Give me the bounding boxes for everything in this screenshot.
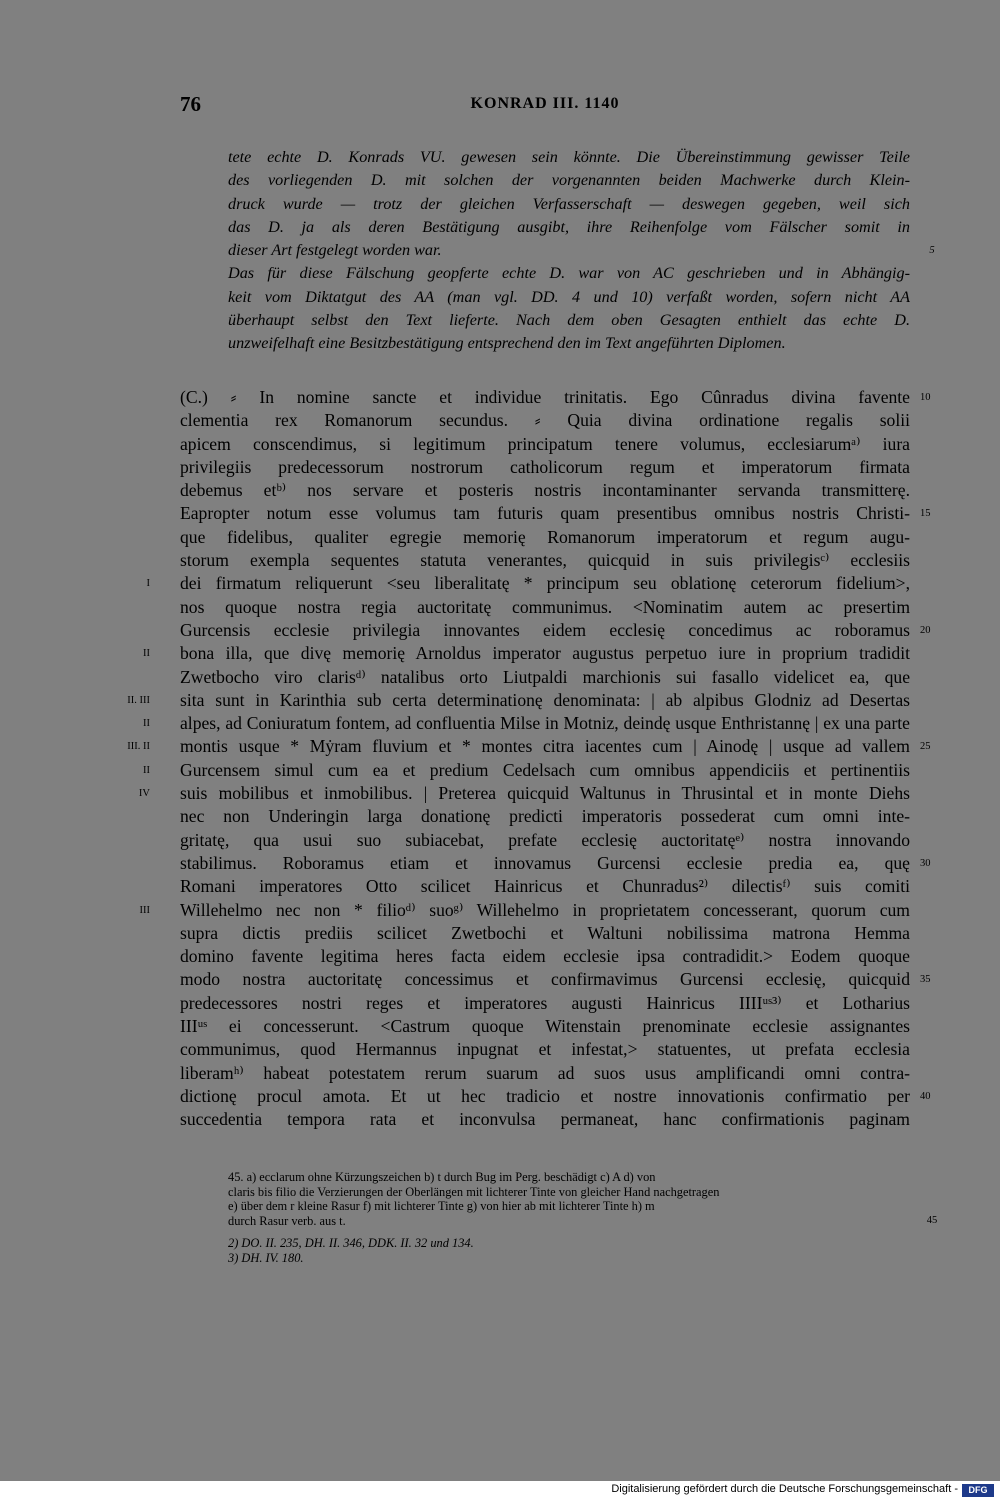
charter-line: Willehelmo nec non * filioᵈ⁾ suoᵍ⁾ Willehelmo in proprietatem concesserant, quorum cum III	[180, 899, 910, 922]
reference-line: 3) DH. IV. 180.	[228, 1250, 304, 1265]
page-number: 76	[180, 92, 201, 116]
charter-line: modo nostra auctoritatę concessimus et confirmavimus Gurcensi ecclesię, quicquid 35	[180, 968, 910, 991]
manuscript-mark: II	[143, 718, 150, 730]
intro-line: keit vom Diktatgut des AA (man vgl. DD. 4 und 10) verfaßt worden, sofern nicht AA	[228, 287, 910, 306]
charter-line: clementia rex Romanorum secundus. ⸗ Quia divina ordinatione regalis solii	[180, 410, 910, 431]
intro-commentary	[228, 146, 935, 356]
charter-line: dictionę procul amota. Et ut hec tradicio et nostre innovationis confirmatio per 40	[180, 1085, 910, 1108]
intro-line: Das für diese Fälschung geopferte echte D. war von AC geschrieben und in Abhängig-	[228, 264, 910, 283]
charter-line: gritatę, qua usui suo subiacebat, prefate ecclesię auctoritatęᵉ⁾ nostra innovando	[180, 829, 910, 850]
line-number: 25	[920, 741, 931, 753]
line-number: 40	[920, 1090, 931, 1102]
charter-line: debemus etᵇ⁾ nos servare et posteris nostris incontaminanter servanda transmitterę.	[180, 480, 910, 501]
charter-line: Zwetbocho viro clarisᵈ⁾ natalibus orto Liutpaldi marchionis sui fasallo videlicet ea, que	[180, 666, 910, 687]
charter-line: communimus, quod Hermannus inpugnat et infestat,> statuentes, ut prefata ecclesia	[180, 1039, 910, 1060]
charter-line: succedentia tempora rata et inconvulsa permaneat, hanc confirmationis paginam	[180, 1109, 910, 1130]
charter-line: domino favente legitima heres facta eidem ecclesie ipsa contradidit.> Eodem quoque	[180, 946, 910, 967]
line-number: 10	[920, 392, 931, 403]
charter-line: montis usque * Mẏram fluvium et * montes citra iacentes cum | Ainodę | usque ad vallem 25 III. II	[180, 735, 910, 758]
charter-text	[127, 386, 931, 1132]
manuscript-mark: III. II	[127, 741, 150, 753]
charter-line: liberamʰ⁾ habeat potestatem rerum suarum ad suos usus amplificandi omni contra-	[180, 1062, 910, 1083]
charter-line: supra dictis prediis scilicet Zwetbochi et Waltuni nobilissima matrona Hemma	[180, 922, 910, 943]
footnote-line: 45. a) ecclarum ohne Kürzungszeichen b) t durch Bug im Perg. beschädigt c) A d) von	[228, 1170, 656, 1184]
intro-line: dieser Art festgelegt worden war. 5	[228, 239, 910, 262]
footnote-line: claris bis filio die Verzierungen der Oberlängen mit lichterer Tinte von gleicher Hand nachgetragen	[228, 1184, 720, 1199]
charter-line: (C.) ⸗ In nomine sancte et individue trinitatis. Ego Cûnradus divina favente 10	[180, 386, 910, 409]
intro-line: druck wurde — trotz der gleichen Verfasserschaft — deswegen gegeben, weil sich	[228, 194, 910, 213]
charter-line: Romani imperatores Otto scilicet Hainricus et Chunradus²⁾ dilectisᶠ⁾ suis comiti	[180, 876, 910, 897]
manuscript-mark: I	[146, 578, 150, 590]
manuscript-mark: IV	[138, 788, 150, 800]
dfg-logo: DFG	[962, 1484, 994, 1497]
line-number: 45	[926, 1214, 938, 1226]
charter-line: IIIᵘˢ ei concesserunt. <Castrum quoque Witenstain prenominate ecclesie assignantes	[180, 1016, 910, 1037]
line-number: 15	[920, 508, 931, 520]
intro-line: überhaupt selbst den Text lieferte. Nach dem oben Gesagten enthielt das echte D.	[228, 311, 910, 330]
reference-line: 2) DO. II. 235, DH. II. 346, DDK. II. 32 und 134.	[228, 1236, 474, 1250]
footer-bar	[0, 1481, 1000, 1500]
manuscript-mark: II. III	[127, 694, 150, 706]
footer-credit: Digitalisierung gefördert durch die Deutsche Forschungsgemeinschaft -	[611, 1483, 958, 1495]
line-number: 35	[920, 974, 931, 986]
manuscript-mark: II	[143, 648, 150, 660]
charter-line: bona illa, que divę memorię Arnoldus imperator augustus perpetuo iure in proprium tradidit II	[180, 642, 910, 665]
line-number: 30	[920, 857, 931, 869]
charter-line: stabilimus. Roboramus etiam et innovamus Gurcensi ecclesie predia ea, quę 30	[180, 852, 910, 875]
charter-line: suis mobilibus et inmobilibus. | Preterea quicquid Waltunus in Thrusintal et in monte Diehs IV	[180, 782, 910, 805]
charter-line: predecessores nostri reges et imperatores augusti Hainricus IIIIᵘˢ³⁾ et Lotharius	[180, 992, 910, 1013]
charter-line: Eapropter notum esse volumus tam futuris quam presentibus omnibus nostris Christi- 15	[180, 502, 910, 525]
intro-line: tete echte D. Konrads VU. gewesen sein könnte. Die Übereinstimmung gewisser Teile	[228, 148, 910, 166]
footnotes	[228, 1170, 938, 1265]
line-number: 20	[920, 624, 931, 636]
charter-line: storum exempla sequentes statuta venerantes, quicquid in suis privilegisᶜ⁾ ecclesiis	[180, 550, 910, 571]
intro-line: des vorliegenden D. mit solchen der vorgenannten beiden Machwerke durch Klein-	[228, 171, 910, 190]
charter-line: que fidelibus, qualiter egregie memorię Romanorum imperatorum et regum augu-	[180, 526, 910, 547]
charter-line: dei firmatum reliquerunt <seu liberalitatę * principum seu oblationę ceterorum fidelium>, I	[180, 572, 910, 595]
footnote-line: durch Rasur verb. aus t. 45	[228, 1214, 910, 1229]
charter-line: nos quoque nostra regia auctoritatę communimus. <Nominatim autem ac presertim	[180, 596, 910, 617]
intro-line: unzweifelhaft eine Besitzbestätigung entsprechend den im Text angeführten Diplomen.	[228, 334, 786, 353]
manuscript-mark: II	[143, 764, 150, 776]
charter-line: nec non Underingin larga donationę predicti imperatoris possederat cum omni inte-	[180, 806, 910, 827]
charter-line: Gurcensis ecclesie privilegia innovantes eidem ecclesię concedimus ac roboramus 20	[180, 619, 910, 642]
charter-line: privilegiis predecessorum nostrorum catholicorum regum et imperatorum firmata	[180, 456, 910, 477]
intro-line: das D. ja als deren Bestätigung ausgibt, ihre Reihenfolge vom Fälscher somit in	[228, 217, 910, 236]
page-header	[180, 92, 910, 122]
charter-line: apicem conscendimus, si legitimum principatum tenere volumus, ecclesiarumᵃ⁾ iura	[180, 433, 910, 454]
running-title: KONRAD III. 1140	[470, 95, 620, 112]
line-number: 5	[929, 245, 935, 257]
charter-line: sita sunt in Karinthia sub certa determinationę denominata: | ab alpibus Glodniz ad Desertas II. III	[180, 689, 910, 712]
manuscript-mark: III	[139, 904, 150, 916]
footnote-line: e) über dem r kleine Rasur f) mit lichterer Tinte g) von hier ab mit lichterer Tinte h) m	[228, 1199, 655, 1213]
charter-line: alpes, ad Coniuratum fontem, ad confluentia Milse in Motniz, deindę usque Enthristannę | ex una parte II	[180, 712, 910, 735]
charter-line: Gurcensem simul cum ea et predium Cedelsach cum omnibus appendiciis et pertinentiis II	[180, 759, 910, 782]
